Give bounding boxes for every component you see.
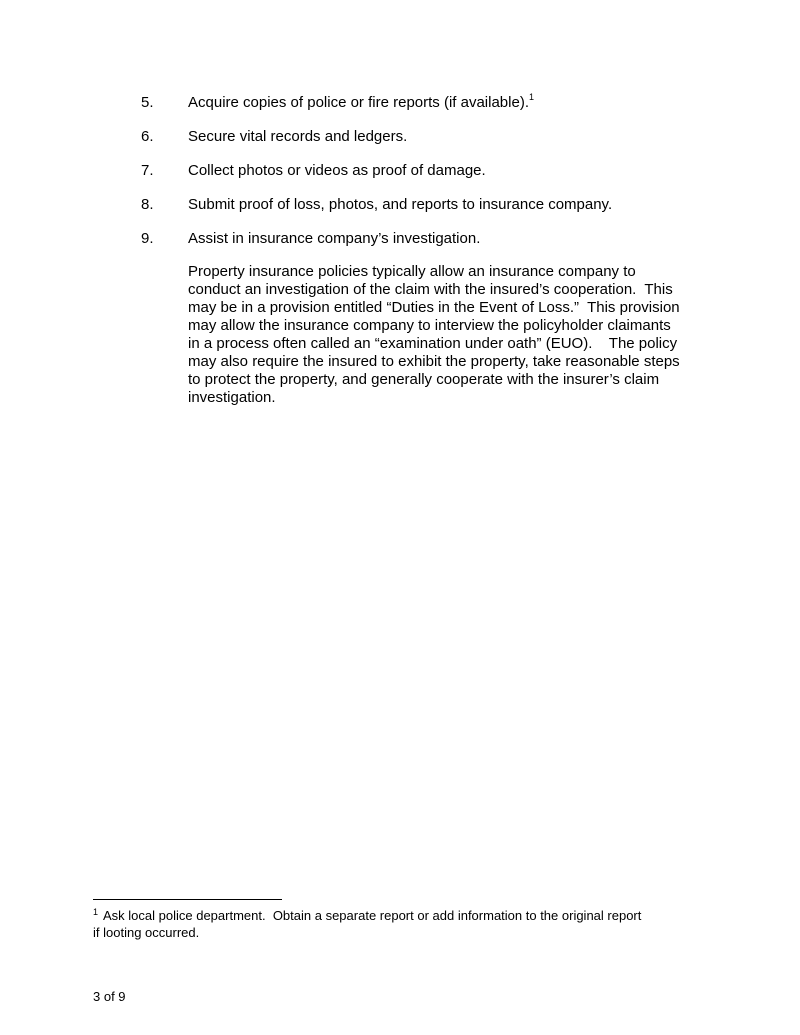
- list-item-number: 5.: [141, 94, 154, 111]
- paragraph-line: may also require the insured to exhibit the property, take reasonable steps: [188, 353, 680, 370]
- footnote-line: [93, 907, 723, 924]
- list-item-number: 9.: [141, 230, 154, 247]
- list-item-text: Assist in insurance company’s investigation.: [188, 230, 481, 247]
- list-item-number: 7.: [141, 162, 154, 179]
- footnote: [93, 907, 723, 941]
- explanatory-paragraph: [188, 263, 718, 407]
- paragraph-line: conduct an investigation of the claim with the insured’s cooperation. This: [188, 281, 673, 298]
- list-item-number: 8.: [141, 196, 154, 213]
- list-item-text: [188, 94, 534, 112]
- paragraph-line: may be in a provision entitled “Duties in the Event of Loss.” This provision: [188, 299, 680, 316]
- list-item-text: Submit proof of loss, photos, and reports to insurance company.: [188, 196, 613, 213]
- list-item-number: 6.: [141, 128, 154, 145]
- list-item-text-content: Acquire copies of police or fire reports (if available).: [188, 94, 529, 111]
- page-number: 3 of 9: [93, 989, 126, 1004]
- paragraph-line: Property insurance policies typically allow an insurance company to: [188, 263, 636, 280]
- paragraph-line: to protect the property, and generally cooperate with the insurer’s claim: [188, 371, 660, 388]
- paragraph-line: in a process often called an “examination under oath” (EUO). The policy: [188, 335, 678, 352]
- paragraph-line: may allow the insurance company to interview the policyholder claimants: [188, 317, 671, 334]
- list-item-text: Collect photos or videos as proof of damage.: [188, 162, 486, 179]
- footnote-line: if looting occurred.: [93, 925, 200, 940]
- footnote-text: Ask local police department. Obtain a separate report or add information to the original report: [103, 908, 642, 923]
- paragraph-line: investigation.: [188, 389, 276, 406]
- footnote-reference: 1: [529, 92, 535, 102]
- footnote-divider: [93, 899, 282, 900]
- list-item-text: Secure vital records and ledgers.: [188, 128, 408, 145]
- footnote-marker: 1: [93, 906, 99, 917]
